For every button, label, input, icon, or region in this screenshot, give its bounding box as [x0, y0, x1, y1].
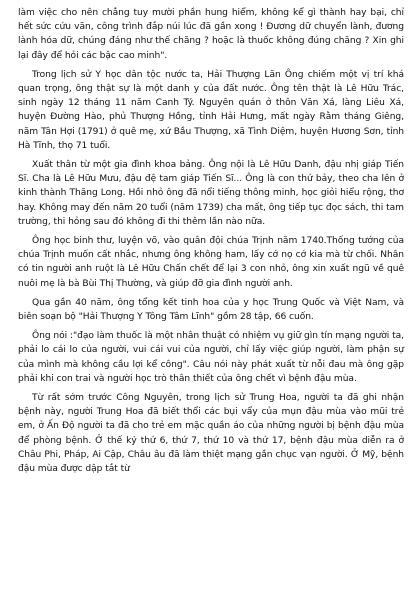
paragraph-smallpox-history: Từ rất sớm trước Công Nguyên, trong lịch sử Trung Hoa, người ta đã ghi nhận bệnh này, người Trung Hoa đã biết thổi các bụi vẩy của mụn đậu mùa vào mũi trẻ em, ở Ấn Độ người ta đã cho trẻ em mặc quần áo của những người bị bệnh đậu mùa để phòng bệnh. Ở thế kỷ thứ 6, thứ 7, thứ 10 và thứ 17, bệnh đậu mùa diễn ra ở Châu Phi, Pháp, Ai Cập, Châu âu đã làm thiệt mạng gần chục vạn người. Ở Mỹ, bệnh đậu mùa được dập tắt từ — [18, 393, 404, 475]
paragraph-military-service: Ông học binh thư, luyện võ, vào quân đội chúa Trịnh năm 1740.Thống tướng của chúa Trịnh muốn cất nhắc, nhưng ông không ham, lấy cớ nọ cớ kia mà từ chối. Nhân có tin người anh ruột là Lê Hữu Chấn chết để lại 3 con nhỏ, ông xin xuất ngũ về quê nuôi mẹ là bà Bùi Thị Thường, và giúp đỡ gia đình người anh. — [18, 236, 404, 289]
paragraph-family-background: Xuất thân từ một gia đình khoa bảng. Ông nội là Lê Hữu Danh, đậu nhị giáp Tiến Sĩ. Cha là Lê Hữu Mưu, đậu đệ tam giáp Tiến Sĩ... Ông là con thứ bảy, theo cha lên ở kinh thành Thăng Long. Hồi nhỏ ông đã nổi tiếng thông minh, học giỏi hiểu rộng, thơ hay. Không may đến năm 20 tuổi (năm 1739) cha mất, ông tiếp tục đọc sách, thi tam trường, thi hỏng sau đó không đi thi thêm lần nào nữa. — [18, 160, 404, 227]
paragraph-medical-work: Qua gần 40 năm, ông tổng kết tinh hoa của y học Trung Quốc và Việt Nam, và biên soạn bộ "Hải Thượng Y Tông Tâm Lĩnh" gồm 28 tập, 66 cuốn. — [18, 297, 404, 323]
paragraph-continuation: làm việc cho nên chẳng tuy mười phần hung hiểm, không kể gì thành hay bại, chỉ hết sức cứu vãn, công trình đắp núi lúc đã gần xong ! Đương dữ chuyển lành, đương lành hóa dữ, chúng đáng như thế chăng ? hoặc là thuốc không đúng chăng ? Xin ghi lại đây để hỏi các bậc cao minh". — [18, 8, 404, 61]
paragraph-quote: Ông nói :"đạo làm thuốc là một nhân thuật có nhiệm vụ giữ gìn tín mạng người ta, phải lo cái lo của người, vui cái vui của người, chỉ lấy việc giúp người, làm phận sự của mình mà không cầu lợi kể công". Câu nói này phát xuất từ nỗi đau mà ông gặp phải khi con trai và người học trò thân thiết của ông chết vì bệnh đậu mùa. — [18, 331, 404, 384]
paragraph-biography: Trong lịch sử Y học dân tộc nước ta, Hải Thượng Lãn Ông chiếm một vị trí khá quan trọng, ông thật sự là một danh y của đất nước. Ông tên thật là Lê Hữu Trác, sinh ngày 12 tháng 11 năm Canh Tý. Nguyên quán ở thôn Văn Xá, làng Liêu Xá, huyện Đường Hào, phủ Thượng Hồng, tỉnh Hải Hưng, mất ngày Rằm tháng Giêng, năm Tân Hợi (1791) ở quê mẹ, xứ Bầu Thượng, xã Tình Diệm, huyện Hương Sơn, tỉnh Hà Tĩnh, thọ 71 tuổi. — [18, 69, 404, 151]
